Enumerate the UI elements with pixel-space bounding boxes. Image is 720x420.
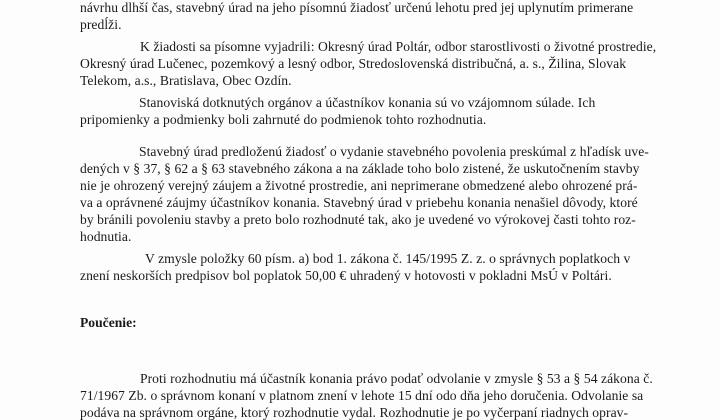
paragraph-line: nie je ohrozený verejný záujem a životné prostredie, ani neprimerane obmedzené alebo ohrozené prá- bbox=[80, 178, 638, 193]
notice-heading: Poučenie: bbox=[80, 315, 137, 330]
paragraph-line: Proti rozhodnutiu má účastník konania právo podať odvolanie v zmysle § 53 a § 54 zákona č. bbox=[140, 371, 653, 386]
paragraph-line: by bránili povoleniu stavby a preto bolo rozhodnuté tak, ako je uvedené vo výrokovej časti tohto roz- bbox=[80, 212, 636, 227]
paragraph-line: 71/1967 Zb. o správnom konaní v platnom znení v lehote 15 dní odo dňa jeho doručenia. Odvolanie sa bbox=[80, 388, 644, 403]
paragraph-line: podáva na správnom orgáne, ktorý rozhodnutie vydal. Rozhodnutie je po vyčerpaní riadnych oprav- bbox=[80, 405, 629, 420]
paragraph-line: Telekom, a.s., Bratislava, Obec Ozdín. bbox=[80, 73, 292, 88]
paragraph-line: návrhu dlhší čas, stavebný úrad na jeho písomnú žiadosť určenú lehotu pred jej uplynutím primerane bbox=[80, 0, 634, 15]
paragraph-line: hodnutia. bbox=[80, 229, 132, 244]
paragraph-line: Stanoviská dotknutých orgánov a účastníkov konania sú vo vzájomnom súlade. Ich bbox=[139, 95, 596, 110]
paragraph-line: pripomienky a podmienky boli zahrnuté do podmienok tohto rozhodnutia. bbox=[80, 112, 487, 127]
paragraph-line: Okresný úrad Lučenec, pozemkový a lesný odbor, Stredoslovenská distribučná, a. s., Žilina, Slovak bbox=[80, 56, 627, 71]
paragraph-line: va a oprávnené záujmy účastníkov konania. Stavebný úrad v priebehu konania nenašiel dôvody, ktoré bbox=[80, 195, 638, 210]
paragraph-line: znení neskorších predpisov bol poplatok 50,00 € uhradený v hotovosti v pokladni MsÚ v Poltári. bbox=[80, 268, 612, 283]
paragraph-line: V zmysle položky 60 písm. a) bod 1. zákona č. 145/1995 Z. z. o správnych poplatkoch v bbox=[145, 251, 631, 266]
paragraph-line: Stavebný úrad predloženú žiadosť o vydanie stavebného povolenia preskúmal z hľadísk uve- bbox=[139, 144, 649, 159]
paragraph-line: dených v § 37, § 62 a § 63 stavebného zákona a na základe toho bolo zistené, že uskutočnením stavby bbox=[80, 161, 640, 176]
paragraph-line: K žiadosti sa písomne vyjadrili: Okresný úrad Poltár, odbor starostlivosti o životné prostredie, bbox=[140, 39, 657, 54]
paragraph-line: predĺži. bbox=[80, 17, 122, 32]
